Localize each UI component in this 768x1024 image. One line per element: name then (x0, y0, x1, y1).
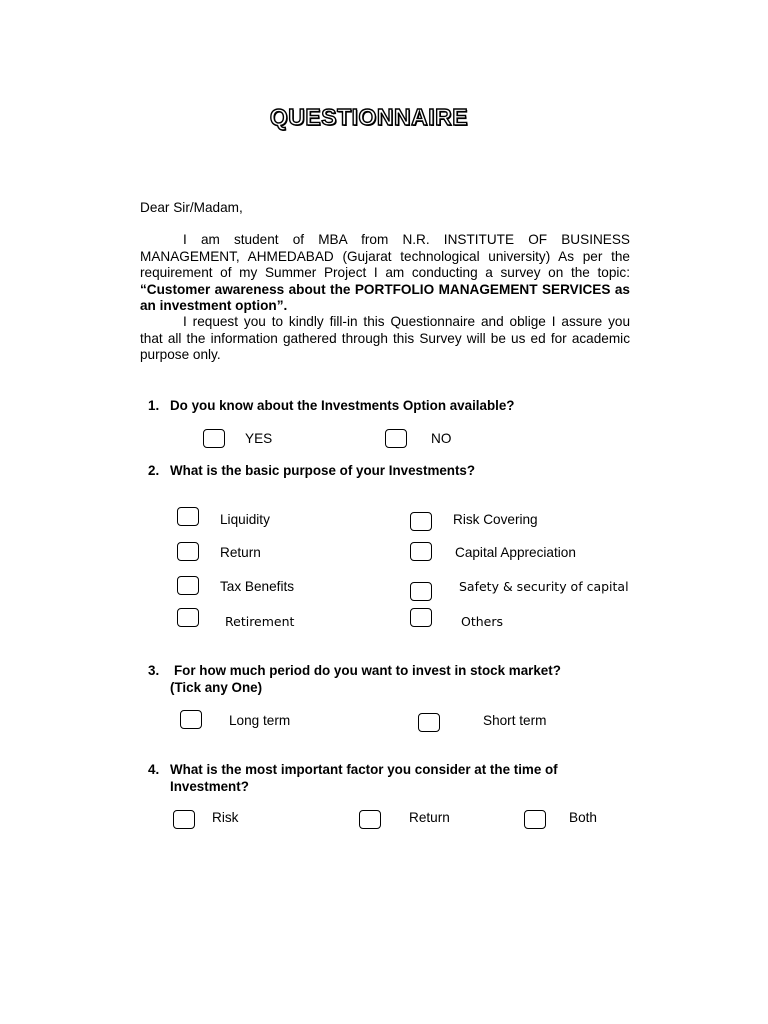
survey-topic: “Customer awareness about the PORTFOLIO MANAGEMENT SERVICES as an investment option”. (140, 281, 630, 313)
option-label-short-term: Short term (483, 713, 547, 728)
question-number: 1. (148, 398, 160, 413)
checkbox-long-term[interactable] (180, 710, 202, 729)
checkbox-tax-benefits[interactable] (177, 576, 199, 595)
option-label-others: Others (461, 614, 504, 629)
checkbox-liquidity[interactable] (177, 507, 199, 526)
checkbox-return[interactable] (177, 542, 199, 561)
option-label-risk-covering: Risk Covering (453, 512, 538, 527)
question-3 (148, 663, 561, 696)
request-paragraph: I request you to kindly fill-in this Questionnaire and oblige I assure you that all the information gathered through this Survey will be us ed for academic purpose only. (140, 314, 630, 362)
option-label-yes: YES (245, 431, 273, 446)
question-text: What is the basic purpose of your Investments? (170, 463, 476, 478)
question-text: What is the most important factor you consider at the time of (170, 762, 558, 777)
checkbox-capital-appreciation[interactable] (410, 542, 432, 561)
checkbox-risk[interactable] (173, 810, 195, 829)
option-label-safety-security: Safety & security of capital (459, 579, 629, 594)
question-1 (148, 398, 514, 415)
question-subtext: Investment? (170, 778, 249, 794)
option-label-risk: Risk (212, 810, 239, 825)
question-2 (148, 463, 475, 480)
checkbox-no[interactable] (385, 429, 407, 448)
intro-text: I am student of MBA from N.R. INSTITUTE OF BUSINESS MANAGEMENT, AHMEDABAD (Gujarat technological university) As per the requirement of my Summer Project I am conducting a survey on the topic: (140, 232, 630, 280)
checkbox-retirement[interactable] (177, 608, 199, 627)
question-text: For how much period do you want to invest in stock market? (174, 663, 561, 678)
question-text-wrap (170, 762, 558, 795)
option-label-return: Return (220, 545, 261, 560)
option-label-liquidity: Liquidity (220, 512, 270, 527)
option-label-capital-appreciation: Capital Appreciation (455, 545, 576, 560)
option-label-retirement: Retirement (225, 614, 295, 629)
question-text-wrap (170, 663, 561, 696)
checkbox-both[interactable] (524, 810, 546, 829)
checkbox-return-factor[interactable] (359, 810, 381, 829)
intro-paragraph (140, 232, 630, 315)
checkbox-short-term[interactable] (418, 713, 440, 732)
option-label-long-term: Long term (229, 713, 291, 728)
question-subtext: (Tick any One) (170, 679, 263, 695)
checkbox-yes[interactable] (203, 429, 225, 448)
checkbox-others[interactable] (410, 608, 432, 627)
option-label-tax-benefits: Tax Benefits (220, 579, 295, 594)
question-number: 4. (148, 762, 160, 777)
option-label-no: NO (431, 431, 452, 446)
checkbox-risk-covering[interactable] (410, 512, 432, 531)
question-4 (148, 762, 558, 795)
option-label-both: Both (569, 810, 597, 825)
checkbox-safety-security[interactable] (410, 582, 432, 601)
greeting: Dear Sir/Madam, (140, 200, 243, 215)
page-title: QUESTIONNAIRE (269, 104, 469, 130)
question-number: 2. (148, 463, 160, 478)
option-label-return-factor: Return (409, 810, 450, 825)
question-text: Do you know about the Investments Option available? (170, 398, 515, 413)
question-number: 3. (148, 663, 160, 678)
